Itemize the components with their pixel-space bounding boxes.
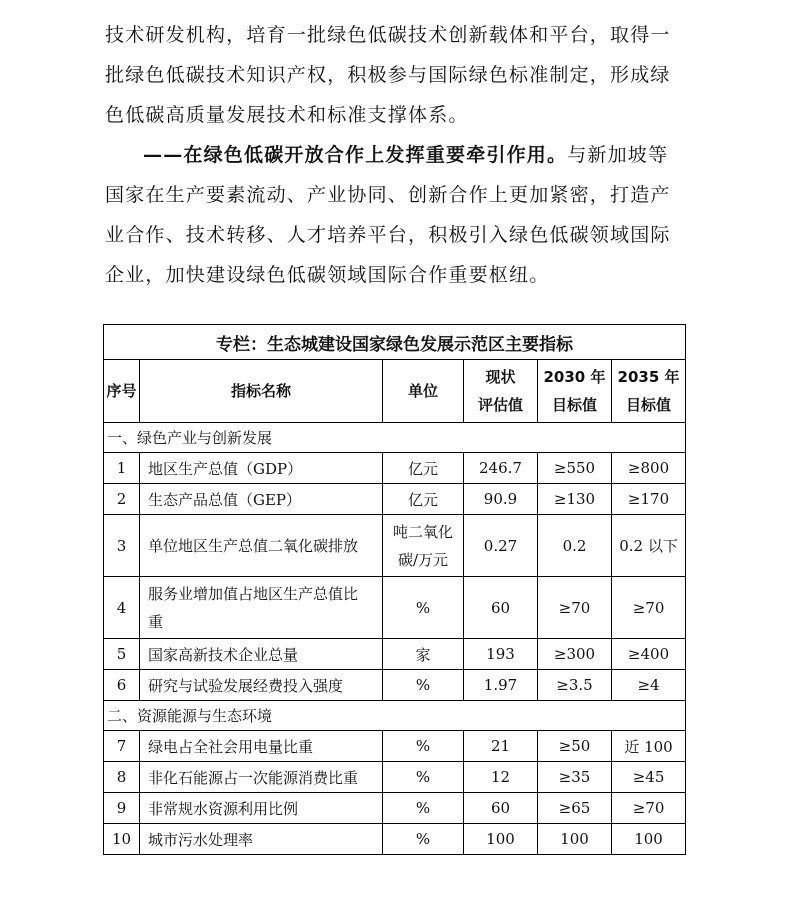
row-index: 8 [104,762,140,793]
row-index: 1 [104,453,140,484]
row-unit: 亿元 [383,453,464,484]
row-2030: ≥50 [538,731,612,762]
row-current: 90.9 [464,484,538,515]
row-name: 地区生产总值（GDP） [140,453,383,484]
header-current-line2: 评估值 [477,396,523,414]
row-unit: % [383,824,464,855]
row-current: 60 [464,577,538,639]
row-index: 4 [104,577,140,639]
row-name: 非常规水资源利用比例 [140,793,383,824]
row-current: 60 [464,793,538,824]
row-name-line2: 重 [148,612,164,631]
table-caption: 专栏：生态城建设国家绿色发展示范区主要指标 [104,325,686,360]
row-unit: % [383,670,464,701]
row-2035: ≥800 [612,453,686,484]
table-row [104,453,686,484]
row-2030: 0.2 [538,515,612,577]
row-2030: ≥550 [538,453,612,484]
header-current [464,360,538,423]
paragraph-2-body: 与新加坡等国家在生产要素流动、产业协同、创新合作上更加紧密，打造产业合作、技术转移、人才培养平台，积极引入绿色低碳领域国际企业，加快建设绿色低碳领域国际合作重要枢纽。 [105,144,671,286]
row-2035: ≥45 [612,762,686,793]
paragraph-2-lead: ——在绿色低碳开放合作上发挥重要牵引作用。 [143,144,568,166]
table-row [104,515,686,577]
row-2030: ≥300 [538,639,612,670]
header-current-line1: 现状 [485,368,516,386]
table-row [104,731,686,762]
row-index: 2 [104,484,140,515]
row-unit: % [383,762,464,793]
row-2030: 100 [538,824,612,855]
table-row [104,577,686,639]
row-name: 生态产品总值（GEP） [140,484,383,515]
row-name-line1: 服务业增加值占地区生产总值比 [148,584,359,603]
table-row [104,639,686,670]
row-name: 单位地区生产总值二氧化碳排放 [140,515,383,577]
row-current: 246.7 [464,453,538,484]
indicator-table [103,324,686,855]
header-2030-line2: 目标值 [551,396,597,414]
row-name [140,577,383,639]
section-row [104,423,686,453]
table-caption-row [104,325,686,360]
row-2030: ≥130 [538,484,612,515]
header-2035-line2: 目标值 [626,396,672,414]
row-current: 0.27 [464,515,538,577]
row-unit: 亿元 [383,484,464,515]
row-name: 城市污水处理率 [140,824,383,855]
row-name: 国家高新技术企业总量 [140,639,383,670]
table-row [104,670,686,701]
row-current: 100 [464,824,538,855]
row-2035: ≥70 [612,793,686,824]
header-unit: 单位 [383,360,464,423]
header-2035 [612,360,686,423]
row-unit-line1: 吨二氧化 [392,522,453,541]
row-name: 绿电占全社会用电量比重 [140,731,383,762]
section-heading-2: 二、资源能源与生态环境 [104,701,686,731]
row-current: 1.97 [464,670,538,701]
header-index: 序号 [104,360,140,423]
row-unit: % [383,793,464,824]
header-2035-line1: 2035 年 [617,368,680,386]
table-row [104,824,686,855]
row-unit-line2: 碳/万元 [397,550,449,569]
section-row [104,701,686,731]
row-2035: ≥4 [612,670,686,701]
row-index: 3 [104,515,140,577]
paragraph-2 [105,135,687,295]
row-index: 7 [104,731,140,762]
row-index: 9 [104,793,140,824]
row-name: 非化石能源占一次能源消费比重 [140,762,383,793]
row-current: 21 [464,731,538,762]
header-2030 [538,360,612,423]
table-row [104,793,686,824]
row-2035: 100 [612,824,686,855]
row-current: 12 [464,762,538,793]
table-row [104,484,686,515]
row-2030: ≥65 [538,793,612,824]
row-2030: ≥70 [538,577,612,639]
table-row [104,762,686,793]
row-index: 10 [104,824,140,855]
row-current: 193 [464,639,538,670]
header-name: 指标名称 [140,360,383,423]
row-2035: ≥400 [612,639,686,670]
header-2030-line1: 2030 年 [543,368,606,386]
section-heading-1: 一、绿色产业与创新发展 [104,423,686,453]
row-index: 6 [104,670,140,701]
row-unit: 家 [383,639,464,670]
paragraph-1: 技术研发机构，培育一批绿色低碳技术创新载体和平台，取得一批绿色低碳技术知识产权，积极参与国际绿色标准制定，形成绿色低碳高质量发展技术和标准支撑体系。 [105,24,671,126]
row-2035: ≥170 [612,484,686,515]
row-2035: 近 100 [612,731,686,762]
row-2030: ≥35 [538,762,612,793]
row-unit: % [383,577,464,639]
row-name: 研究与试验发展经费投入强度 [140,670,383,701]
row-2035: ≥70 [612,577,686,639]
row-2030: ≥3.5 [538,670,612,701]
row-index: 5 [104,639,140,670]
row-unit [383,515,464,577]
row-unit: % [383,731,464,762]
row-2035: 0.2 以下 [612,515,686,577]
table-header-row [104,360,686,423]
